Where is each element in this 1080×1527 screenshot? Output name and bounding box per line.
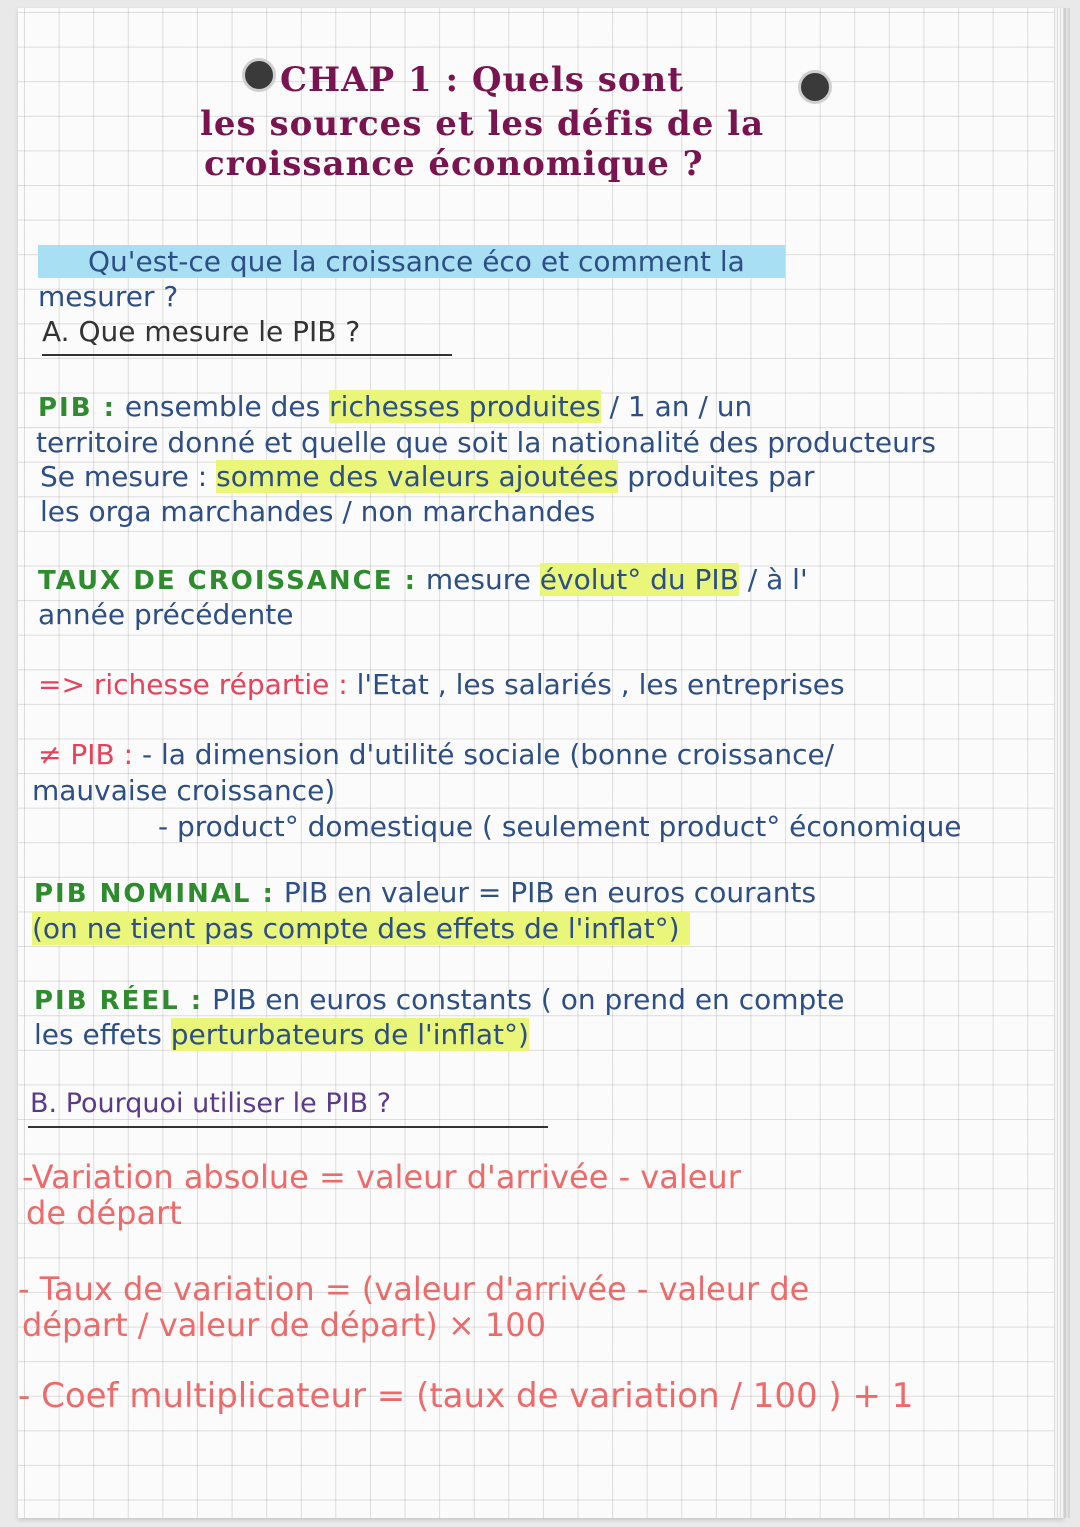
difference-pib-line-1 xyxy=(38,738,834,771)
evolution-pib-highlight: évolut° du PIB xyxy=(539,563,739,596)
pib-nominal-label: PIB NOMINAL : xyxy=(34,879,275,909)
part-a-underline xyxy=(42,354,452,356)
section-1-heading: Qu'est-ce que la croissance éco et comment la xyxy=(38,245,785,278)
taux-croissance-label: TAUX DE CROISSANCE : xyxy=(38,566,417,596)
pib-def-text-b: / 1 an / un xyxy=(609,390,753,423)
pib-reel-text-1: PIB en euros constants ( on prend en compte xyxy=(212,983,845,1016)
difference-pib-line-2: mauvaise croissance) xyxy=(32,774,336,807)
pib-nominal-line-2: (on ne tient pas compte des effets de l'inflat°) xyxy=(32,912,690,945)
difference-pib-label: ≠ PIB : xyxy=(38,738,134,771)
richesse-repartie-text: l'Etat , les salariés , les entreprises xyxy=(356,668,845,701)
variation-absolue-line-2: de départ xyxy=(26,1194,182,1232)
pib-nominal-text-1: PIB en valeur = PIB en euros courants xyxy=(283,876,817,909)
pib-label: PIB : xyxy=(38,393,116,423)
taux-variation-line-2: départ / valeur de départ) × 100 xyxy=(22,1306,546,1344)
binder-hole-left xyxy=(242,58,276,92)
taux-variation-line-1: - Taux de variation = (valeur d'arrivée - valeur de xyxy=(18,1270,810,1308)
chapter-title-line-3: croissance économique ? xyxy=(204,144,704,184)
coef-multiplicateur-line: - Coef multiplicateur = (taux de variation / 100 ) + 1 xyxy=(18,1376,914,1416)
pib-definition-line-4: les orga marchandes / non marchandes xyxy=(40,495,596,528)
chapter-title-line-2: les sources et les défis de la xyxy=(200,104,765,144)
variation-absolue-line-1: -Variation absolue = valeur d'arrivée - valeur xyxy=(22,1158,741,1196)
richesse-repartie-line xyxy=(38,668,845,701)
perturbateurs-highlight: perturbateurs de l'inflat°) xyxy=(170,1018,529,1051)
pib-reel-line-2 xyxy=(34,1018,529,1051)
difference-pib-line-3: - product° domestique ( seulement product° économique xyxy=(158,810,962,843)
taux-text-b: / à l' xyxy=(747,563,808,596)
notebook-page xyxy=(18,8,1064,1518)
part-b-underline xyxy=(28,1126,548,1128)
pib-nominal-line-1 xyxy=(34,876,816,909)
difference-pib-text-1: - la dimension d'utilité sociale (bonne croissance/ xyxy=(141,738,835,771)
section-1-heading-cont: mesurer ? xyxy=(38,280,179,313)
page-stack-edge xyxy=(1054,8,1064,1518)
taux-croissance-line-1 xyxy=(38,563,808,596)
pib-definition-line-1 xyxy=(38,390,752,423)
richesse-repartie-label: richesse répartie : xyxy=(93,668,348,701)
chapter-title-line-1: CHAP 1 : Quels sont xyxy=(280,60,684,100)
pib-definition-line-3 xyxy=(40,460,814,493)
pib-def-text-a: ensemble des xyxy=(124,390,321,423)
taux-croissance-line-2: année précédente xyxy=(38,598,294,631)
pib-reel-label: PIB RÉEL : xyxy=(34,986,204,1016)
pib-reel-text-2a: les effets xyxy=(34,1018,162,1051)
taux-text-a: mesure xyxy=(425,563,531,596)
se-mesure-label: Se mesure : xyxy=(40,460,208,493)
pib-def-text-c: produites par xyxy=(627,460,815,493)
binder-hole-right xyxy=(798,70,832,104)
pib-definition-line-2: territoire donné et quelle que soit la nationalité des producteurs xyxy=(36,426,936,459)
valeurs-ajoutees-highlight: somme des valeurs ajoutées xyxy=(216,460,619,493)
pib-def-highlight: richesses produites xyxy=(329,390,601,423)
part-b-heading: B. Pourquoi utiliser le PIB ? xyxy=(30,1088,392,1119)
pib-reel-line-1 xyxy=(34,983,844,1016)
arrow-symbol: => xyxy=(38,668,85,701)
part-a-heading: A. Que mesure le PIB ? xyxy=(42,315,361,348)
